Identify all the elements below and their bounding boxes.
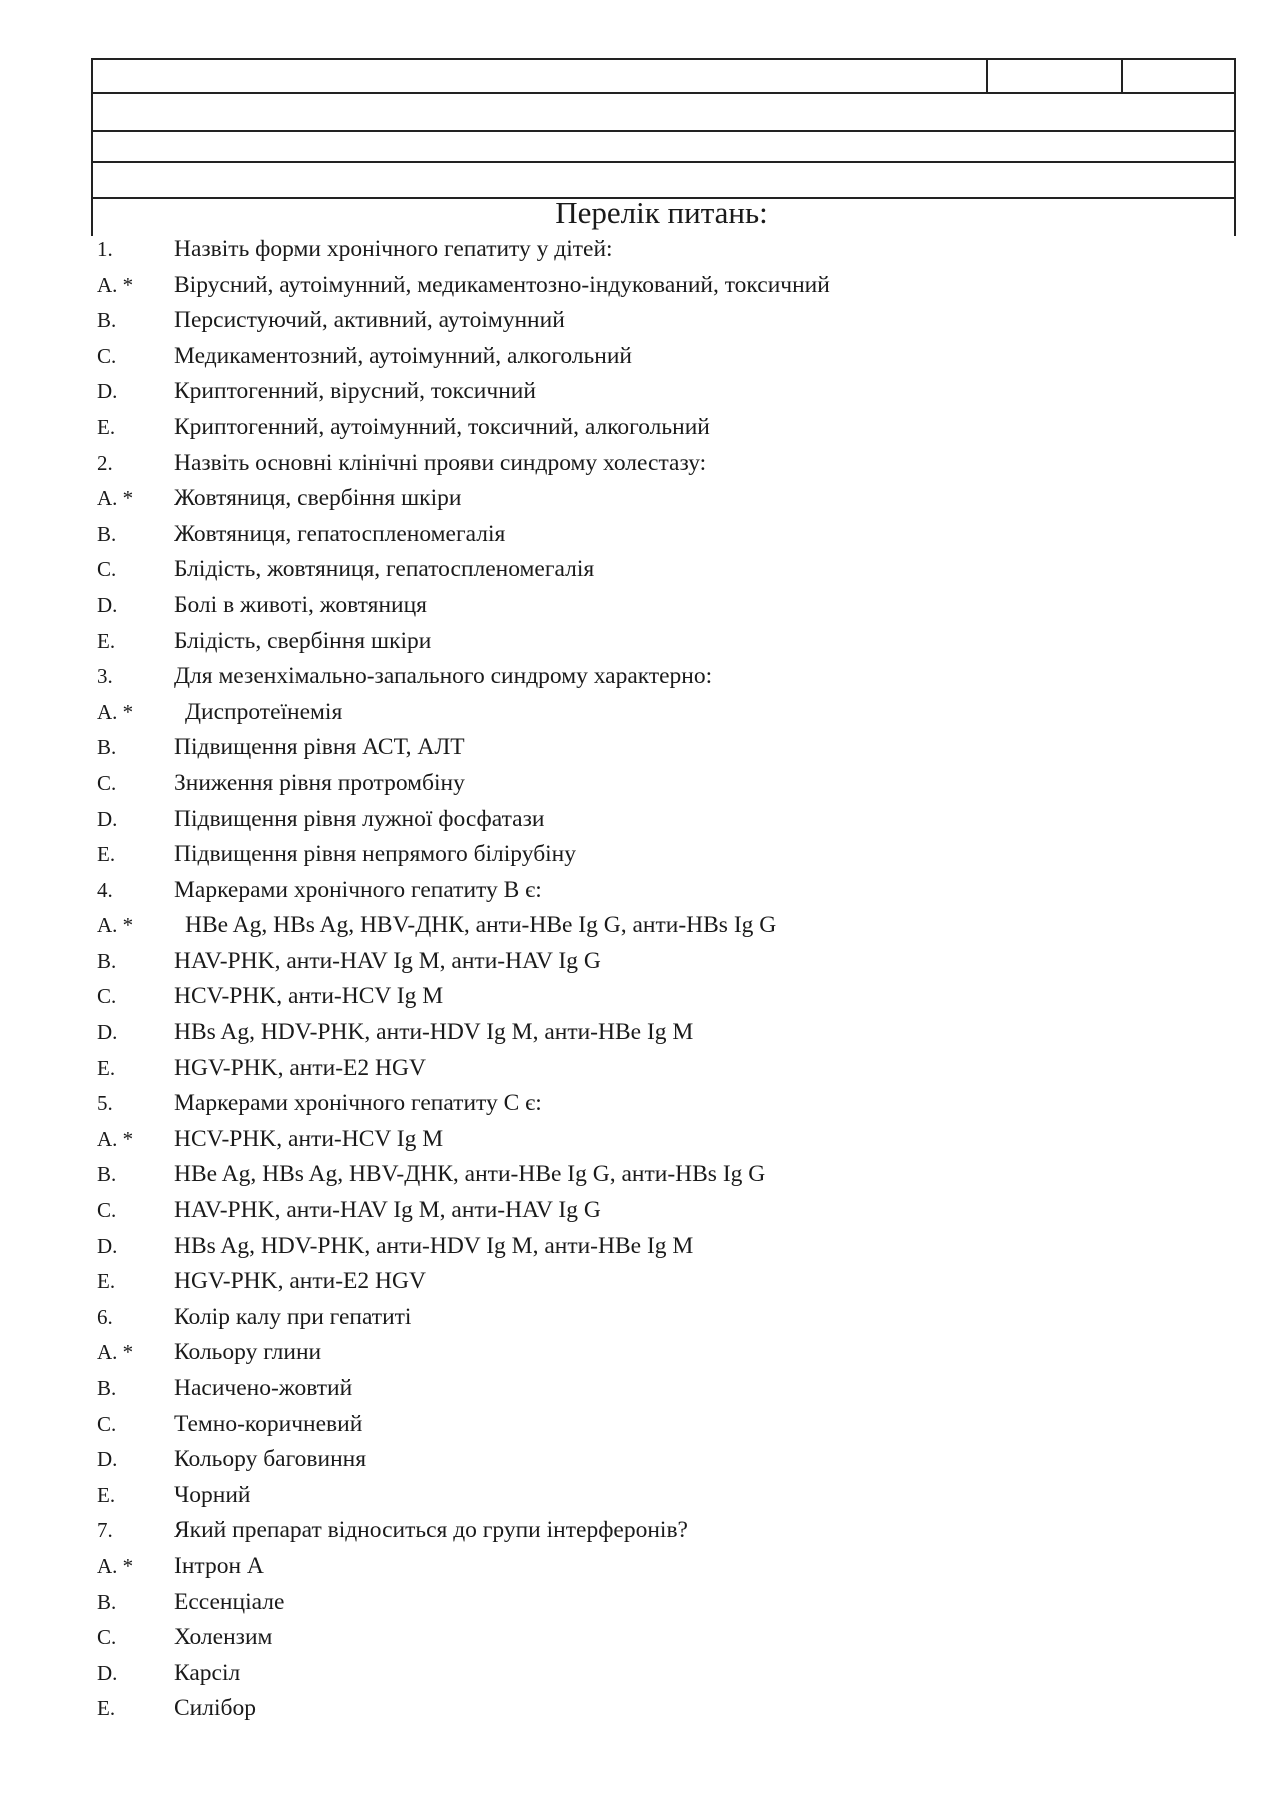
header-cell-divider <box>986 60 988 92</box>
answer-label: B. <box>97 948 117 973</box>
answer-text: Болі в животі, жовтяниця <box>174 591 427 618</box>
answer-text: HBs Ag, HDV-PHK, анти-HDV Ig M, анти-HBe Ig M <box>174 1019 694 1046</box>
question-text: Назвіть форми хронічного гепатиту у дітей: <box>174 236 613 262</box>
answer-option <box>97 271 1227 307</box>
answer-option <box>97 1445 1227 1481</box>
answer-option <box>97 947 1227 983</box>
answer-label: A. * <box>97 1340 134 1365</box>
answer-option <box>97 1196 1227 1232</box>
answer-option <box>97 1623 1227 1659</box>
answer-text: Блідість, свербіння шкіри <box>174 627 432 654</box>
question-text: Маркерами хронічного гепатиту С є: <box>174 1090 542 1117</box>
answer-text: HGV-PHK, анти-E2 HGV <box>174 1054 426 1081</box>
answer-text: Карсіл <box>174 1659 241 1686</box>
answer-text: Підвищення рівня лужної фосфатази <box>174 805 545 832</box>
answer-option <box>97 342 1227 378</box>
question-list <box>97 235 1227 1730</box>
answer-option <box>97 377 1227 413</box>
answer-text: Криптогенний, вірусний, токсичний <box>174 378 536 405</box>
answer-label: E. <box>97 1269 116 1294</box>
answer-label: B. <box>97 735 117 760</box>
answer-label: B. <box>97 308 117 333</box>
answer-text: HAV-PHK, анти-HAV Ig M, анти-HAV Ig G <box>174 947 601 974</box>
question-text: Колір калу при гепатиті <box>174 1303 412 1330</box>
answer-text: Силібор <box>174 1695 256 1722</box>
answer-label: E. <box>97 414 116 439</box>
answer-option <box>97 555 1227 591</box>
answer-text: Підвищення рівня АСТ, АЛТ <box>174 734 465 761</box>
answer-label: A. * <box>97 272 134 297</box>
answer-label: A. * <box>97 699 134 724</box>
answer-label: C. <box>97 984 117 1009</box>
answer-label: E. <box>97 842 116 867</box>
header-cell-divider <box>1121 60 1123 92</box>
answer-option <box>97 1054 1227 1090</box>
answer-option <box>97 1232 1227 1268</box>
answer-label: A. * <box>97 1553 134 1578</box>
answer-text: HBe Ag, HBs Ag, HBV-ДНК, анти-HBe Ig G, анти-HBs Ig G <box>174 1161 766 1188</box>
answer-option <box>97 484 1227 520</box>
question-text: Назвіть основні клінічні прояви синдрому холестазу: <box>174 449 707 476</box>
answer-option <box>97 1588 1227 1624</box>
answer-option <box>97 1018 1227 1054</box>
answer-option <box>97 591 1227 627</box>
answer-text: Інтрон А <box>174 1552 264 1579</box>
answer-text: Диспротеїнемія <box>185 698 343 725</box>
question-row <box>97 662 1227 698</box>
answer-label: D. <box>97 592 118 617</box>
answer-option <box>97 627 1227 663</box>
answer-label: E. <box>97 1482 116 1507</box>
answer-option <box>97 698 1227 734</box>
answer-label: D. <box>97 1447 118 1472</box>
answer-option <box>97 1374 1227 1410</box>
answer-text: Жовтяниця, свербіння шкіри <box>174 485 462 512</box>
answer-text: Кольору глини <box>174 1339 322 1366</box>
answer-label: C. <box>97 1198 117 1223</box>
answer-text: Медикаментозний, аутоімунний, алкогольний <box>174 342 632 369</box>
answer-text: Вірусний, аутоімунний, медикаментозно-індукований, токсичний <box>174 271 830 298</box>
answer-text: Криптогенний, аутоімунний, токсичний, алкогольний <box>174 413 710 440</box>
answer-label: A. * <box>97 913 134 938</box>
answer-text: HAV-PHK, анти-HAV Ig M, анти-HAV Ig G <box>174 1197 601 1224</box>
answer-label: D. <box>97 379 118 404</box>
answer-text: Підвищення рівня непрямого білірубіну <box>174 841 577 868</box>
question-text: Який препарат відноситься до групи інтерферонів? <box>174 1517 688 1544</box>
answer-text: Кольору баговиння <box>174 1446 367 1473</box>
answer-text: Блідість, жовтяниця, гепатоспленомегалія <box>174 556 595 583</box>
answer-text: Насичено-жовтий <box>174 1375 353 1401</box>
answer-text: HCV-PHK, анти-HCV Ig M <box>174 1125 444 1152</box>
question-text: Для мезенхімально-запального синдрому характерно: <box>174 663 713 690</box>
answer-option <box>97 982 1227 1018</box>
answer-option <box>97 911 1227 947</box>
answer-option <box>97 1481 1227 1517</box>
answer-option <box>97 1694 1227 1730</box>
question-number: 5. <box>97 1091 113 1116</box>
answer-label: C. <box>97 343 117 368</box>
page-title: Перелік питань: <box>555 195 768 230</box>
answer-label: D. <box>97 1233 118 1258</box>
answer-label: E. <box>97 1696 116 1721</box>
answer-label: D. <box>97 1020 118 1045</box>
answer-label: A. * <box>97 1126 134 1151</box>
answer-option <box>97 1410 1227 1446</box>
answer-label: C. <box>97 770 117 795</box>
answer-label: B. <box>97 1162 117 1187</box>
header-row-divider <box>93 130 1234 132</box>
answer-text: HCV-PHK, анти-HCV Ig M <box>174 983 444 1010</box>
answer-label: E. <box>97 628 116 653</box>
answer-label: C. <box>97 1625 117 1650</box>
answer-option <box>97 306 1227 342</box>
question-text: Маркерами хронічного гепатиту В є: <box>174 876 542 903</box>
answer-text: HGV-PHK, анти-E2 HGV <box>174 1268 426 1295</box>
answer-option <box>97 520 1227 556</box>
header-row-divider <box>93 161 1234 163</box>
answer-label: D. <box>97 806 118 831</box>
answer-option <box>97 1659 1227 1695</box>
answer-option <box>97 1552 1227 1588</box>
answer-label: B. <box>97 521 117 546</box>
answer-option <box>97 413 1227 449</box>
answer-text: Жовтяниця, гепатоспленомегалія <box>174 520 506 547</box>
answer-option <box>97 840 1227 876</box>
answer-option <box>97 1125 1227 1161</box>
answer-text: Чорний <box>174 1481 251 1508</box>
answer-text: Зниження рівня протромбіну <box>174 769 465 796</box>
answer-label: B. <box>97 1376 117 1400</box>
answer-text: Темно-коричневий <box>174 1410 363 1437</box>
answer-option <box>97 805 1227 841</box>
answer-option <box>97 733 1227 769</box>
answer-text: HBs Ag, HDV-PHK, анти-HDV Ig M, анти-HBe Ig M <box>174 1232 694 1259</box>
question-row <box>97 1516 1227 1552</box>
answer-option <box>97 1338 1227 1374</box>
answer-label: B. <box>97 1589 117 1614</box>
answer-label: C. <box>97 1411 117 1436</box>
answer-text: Холензим <box>174 1624 273 1651</box>
question-number: 1. <box>97 237 113 261</box>
question-row <box>97 1303 1227 1339</box>
answer-text: Персистуючий, активний, аутоімунний <box>174 307 565 334</box>
answer-label: C. <box>97 557 117 582</box>
question-row <box>97 1089 1227 1125</box>
question-number: 2. <box>97 450 113 475</box>
answer-option <box>97 1160 1227 1196</box>
question-number: 7. <box>97 1518 113 1543</box>
answer-text: Ессенціале <box>174 1588 285 1615</box>
answer-option <box>97 1267 1227 1303</box>
question-number: 4. <box>97 877 113 902</box>
question-row <box>97 876 1227 912</box>
question-number: 3. <box>97 664 113 689</box>
question-row <box>97 235 1227 271</box>
question-number: 6. <box>97 1304 113 1329</box>
answer-label: A. * <box>97 486 134 511</box>
answer-option <box>97 769 1227 805</box>
header-row-divider <box>93 92 1234 94</box>
question-row <box>97 449 1227 485</box>
answer-label: E. <box>97 1055 116 1080</box>
answer-text: HBe Ag, HBs Ag, HBV-ДНК, анти-HBe Ig G, анти-HBs Ig G <box>185 912 777 939</box>
answer-label: D. <box>97 1660 118 1685</box>
